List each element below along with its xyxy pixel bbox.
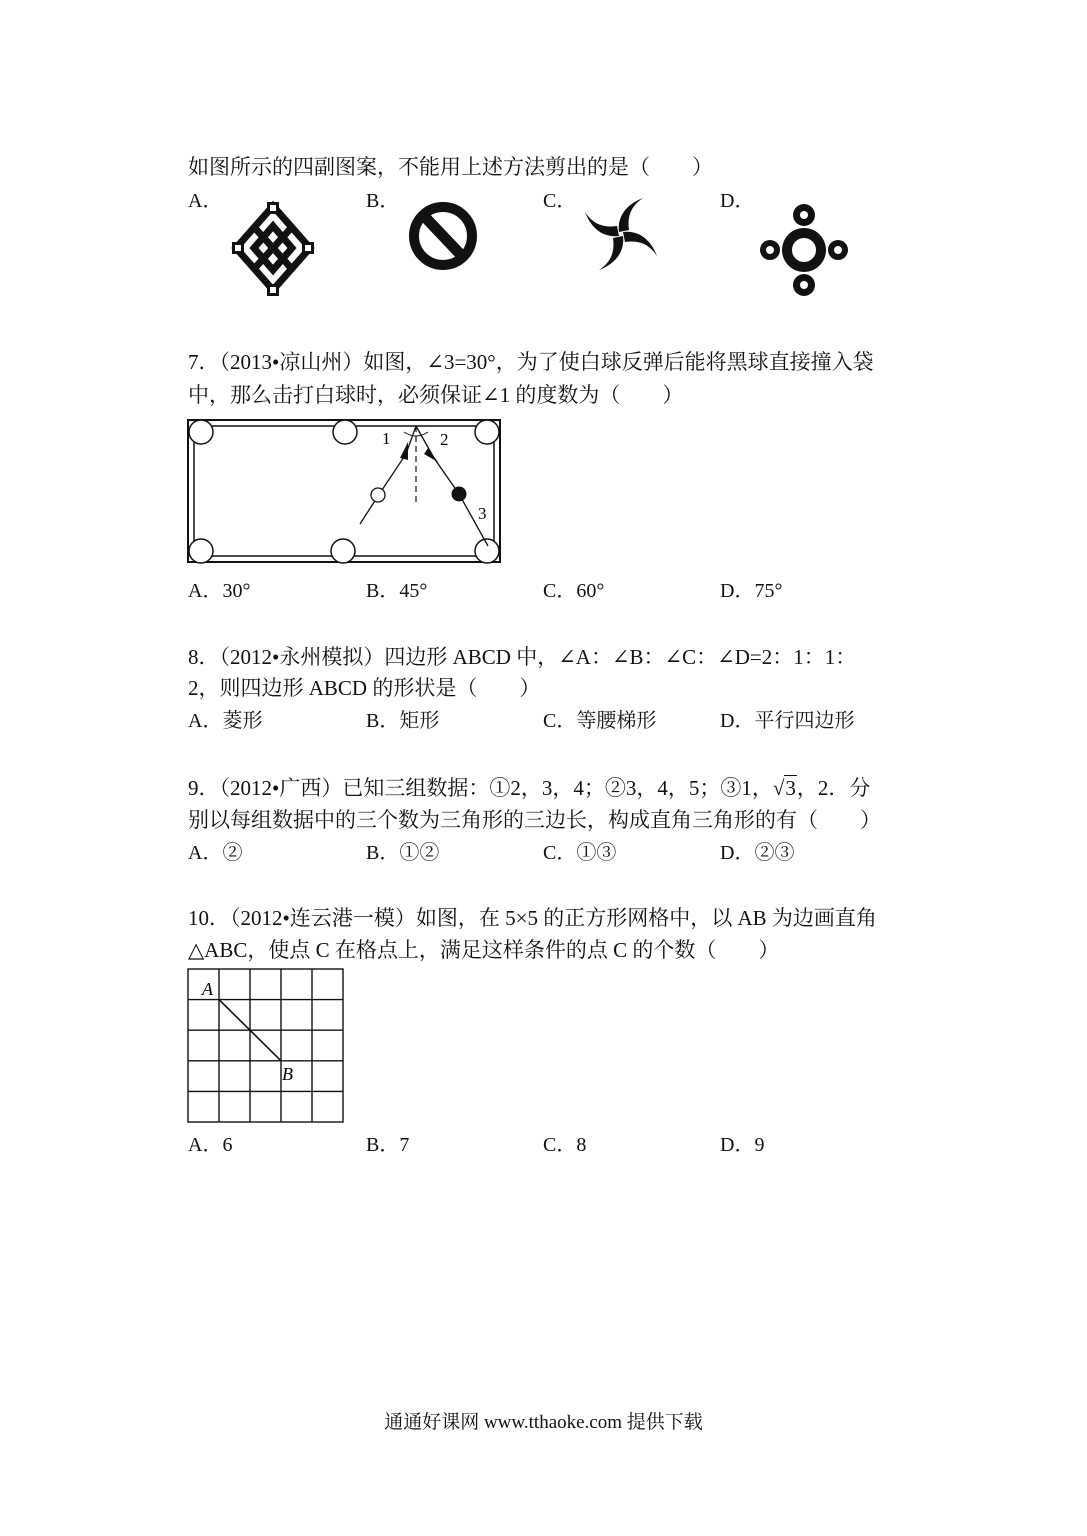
q9-stem-line1 [188,774,870,802]
q8-option-c: C．等腰梯形 [543,710,657,732]
angle-3-label: 3 [478,504,487,523]
q7-option-d: D．75° [720,580,783,602]
q10-option-c: C．8 [543,1134,587,1156]
q7-option-a: A．30° [188,580,251,602]
q8-option-b: B．矩形 [366,710,440,732]
flower-rings-icon [760,202,848,298]
q8-option-a: A．菱形 [188,710,263,732]
q10-option-b: B．7 [366,1134,410,1156]
q6-option-d: D． [720,190,755,212]
q7-option-b: B．45° [366,580,428,602]
q9-option-b: B．①② [366,842,440,864]
q8-option-d: D．平行四边形 [720,710,855,732]
black-ball [452,487,467,502]
q6-option-b: B． [366,190,400,212]
q9-stem-line2: 别以每组数据中的三个数为三角形的三边长，构成直角三角形的有（ ） [188,808,881,832]
q6-option-a: A． [188,190,223,212]
q10-stem-line2: △ABC，使点 C 在格点上，满足这样条件的点 C 的个数（ ） [188,938,780,962]
prohibition-sign-icon [406,198,480,274]
q9-option-a: A．② [188,842,243,864]
q9-stem-post: ，2．分 [796,776,871,800]
point-a-label: A [202,979,213,999]
grid-figure [186,967,346,1125]
q6-stem: 如图所示的四副图案，不能用上述方法剪出的是（ ） [188,155,713,179]
q9-stem-pre: 9．（2012•广西）已知三组数据：①2，3，4；②3，4，5；③1， [188,776,773,800]
angle-2-label: 2 [440,430,449,449]
q9-option-d: D．②③ [720,842,795,864]
q10-option-a: A．6 [188,1134,233,1156]
page-footer: 通通好课网 www.tthaoke.com 提供下载 [384,1412,703,1433]
billiard-table-figure [186,418,504,566]
q7-stem-line1: 7．（2013•凉山州）如图，∠3=30°，为了使白球反弹后能将黑球直接撞入袋 [188,350,874,374]
q7-option-c: C．60° [543,580,605,602]
q8-stem-line2: 2，则四边形 ABCD 的形状是（ ） [188,676,541,700]
q6-option-c: C． [543,190,577,212]
q10-option-d: D．9 [720,1134,765,1156]
point-b-label: B [282,1064,293,1084]
sqrt-symbol: √3 [772,776,796,800]
q9-radicand: 3 [785,776,796,800]
q10-stem-line1: 10．（2012•连云港一模）如图，在 5×5 的正方形网格中，以 AB 为边画直角 [188,906,877,930]
q7-stem-line2: 中，那么击打白球时，必须保证∠1 的度数为（ ） [188,383,684,407]
angle-1-label: 1 [382,429,391,448]
white-ball [371,488,385,502]
swirl-pattern-icon [581,192,661,276]
q8-stem-line1: 8．（2012•永州模拟）四边形 ABCD 中，∠A：∠B：∠C：∠D=2：1：1： [188,645,857,669]
knot-pattern-icon [230,200,316,300]
q9-option-c: C．①③ [543,842,617,864]
